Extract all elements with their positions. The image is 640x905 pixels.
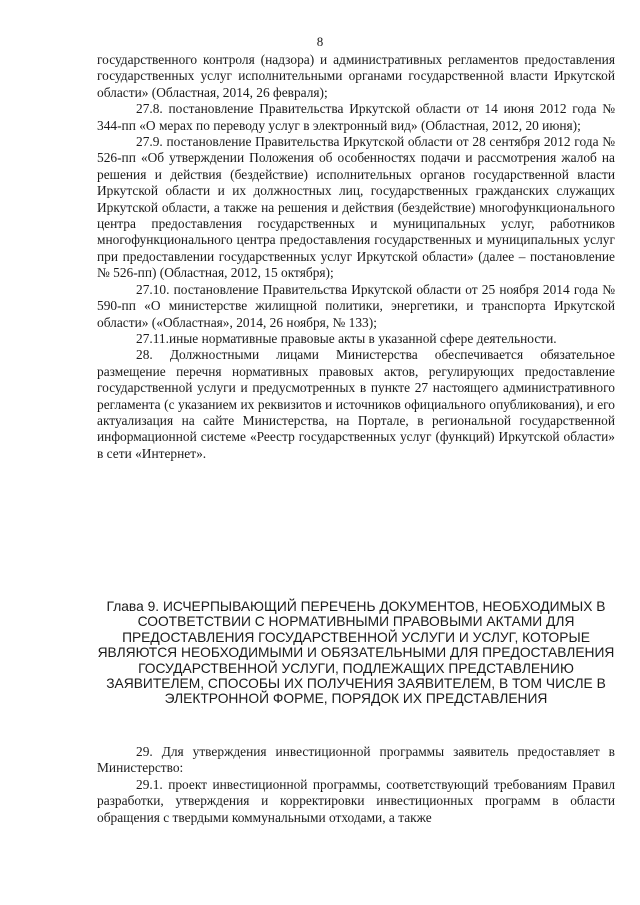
paragraph-29-1: 29.1. проект инвестиционной программы, соответствующий требованиям Правил разработки, утверждения и корректировки инвестиционных программ в области обращения с твердыми коммунальными отходами, а также [97,776,615,825]
paragraph-27-8: 27.8. постановление Правительства Иркутской области от 14 июня 2012 года № 344-пп «О мерах по переводу услуг в электронный вид» (Областная, 2012, 20 июня); [97,101,615,133]
chapter-9-heading: Глава 9. ИСЧЕРПЫВАЮЩИЙ ПЕРЕЧЕНЬ ДОКУМЕНТОВ, НЕОБХОДИМЫХ В СООТВЕТСТВИИ С НОРМАТИВНЫМИ ПРАВОВЫМИ АКТАМИ ДЛЯ ПРЕДОСТАВЛЕНИЯ ГОСУДАРСТВЕННОЙ УСЛУГИ И УСЛУГ, КОТОРЫЕ ЯВЛЯЮТСЯ НЕОБХОДИМЫМИ И ОБЯЗАТЕЛЬНЫМИ ДЛЯ ПРЕДОСТАВЛЕНИЯ ГОСУДАРСТВЕННОЙ УСЛУГИ, ПОДЛЕЖАЩИХ ПРЕДСТАВЛЕНИЮ ЗАЯВИТЕЛЕМ, СПОСОБЫ ИХ ПОЛУЧЕНИЯ ЗАЯВИТЕЛЕМ, В ТОМ ЧИСЛЕ В ЭЛЕКТРОННОЙ ФОРМЕ, ПОРЯДОК ИХ ПРЕДСТАВЛЕНИЯ [97,599,615,707]
page-number: 8 [316,34,324,49]
body-text-top [97,52,615,462]
paragraph-27-11: 27.11.иные нормативные правовые акты в указанной сфере деятельности. [136,330,557,346]
body-text-bottom [97,744,615,826]
paragraph-28: 28. Должностными лицами Министерства обеспечивается обязательное размещение перечня нормативных правовых актов, регулирующих предоставление государственной услуги и предусмотренных в пункте 27 настоящего административного регламента (с указанием их реквизитов и источников официального опубликования), и его актуализация на сайте Министерства, на Портале, в региональной государственной информационной системе «Реестр государственных услуг (функций) Иркутской области» в сети «Интернет». [97,347,615,461]
paragraph-27-10: 27.10. постановление Правительства Иркутской области от 25 ноября 2014 года № 590-пп «О министерстве жилищной политики, энергетики, и транспорта Иркутской области» («Областная», 2014, 26 ноября, № 133); [97,281,615,330]
paragraph-29: 29. Для утверждения инвестиционной программы заявитель предоставляет в Министерство: [97,744,615,776]
paragraph-27-9: 27.9. постановление Правительства Иркутской области от 28 сентября 2012 года № 526-пп «Об утверждении Положения об особенностях подачи и рассмотрения жалоб на решения и действия (бездействие) исполнительных органов государственной власти Иркутской области и их должностных лиц, государственных гражданских служащих Иркутской области, а также на решения и действия (бездействие) многофункционального центра предоставления государственных и муниципальных услуг, работников многофункционального центра предоставления государственных и муниципальных услуг при предоставлении государственных услуг Иркутской области» (далее – постановление № 526-пп) (Областная, 2012, 15 октября); [97,134,615,281]
paragraph-regulations-cont: государственного контроля (надзора) и административных регламентов предоставления государственных услуг исполнительными органами государственной власти Иркутской области» (Областная, 2014, 26 февраля); [97,52,615,100]
